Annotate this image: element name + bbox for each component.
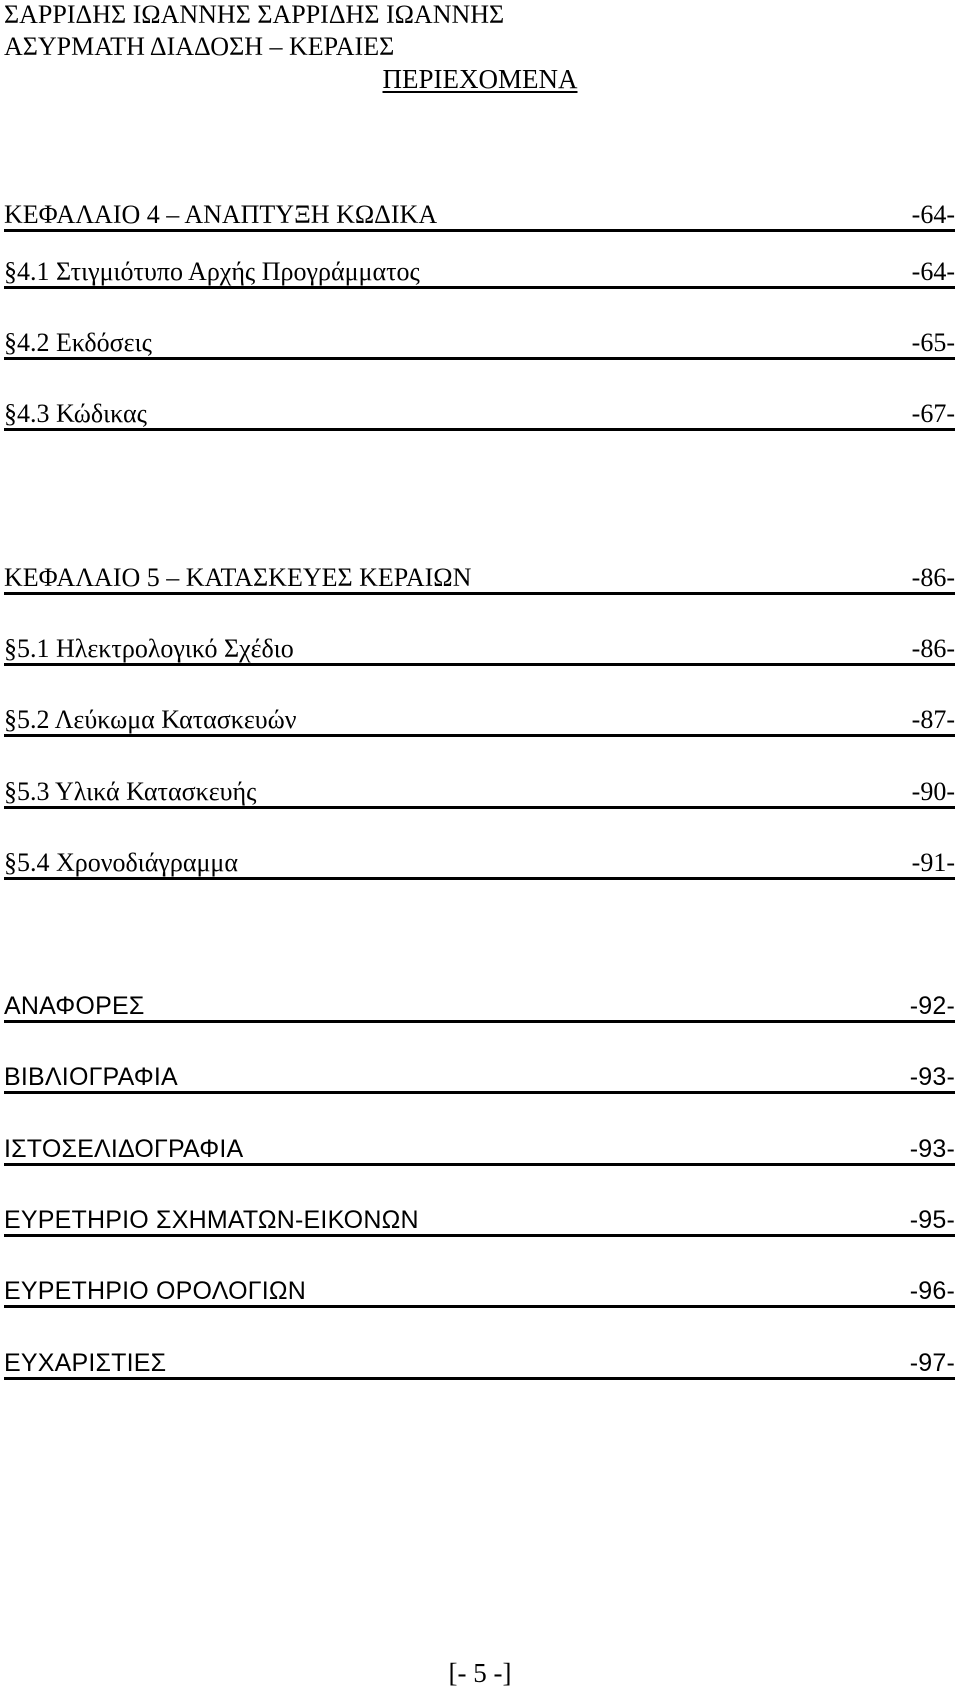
header-author-line: ΣΑΡΡΙΔΗΣ ΙΩΑΝΝΗΣ ΣΑΡΡΙΔΗΣ ΙΩΑΝΝΗΣ bbox=[4, 0, 505, 29]
toc-entry-terms-index[interactable] bbox=[4, 1272, 955, 1308]
toc-entry-page: -65- bbox=[911, 328, 955, 357]
toc-entry-label: ΑΝΑΦΟΡΕΣ bbox=[4, 992, 145, 1020]
toc-entry-label: ΚΕΦΑΛΑΙΟ 5 – ΚΑΤΑΣΚΕΥΕΣ ΚΕΡΑΙΩΝ bbox=[4, 563, 472, 592]
toc-entry-webography[interactable] bbox=[4, 1130, 955, 1166]
toc-entry-page: -86- bbox=[911, 634, 955, 663]
toc-entry-label: §4.3 Κώδικας bbox=[4, 399, 147, 428]
toc-entry-page: -93- bbox=[909, 1063, 955, 1091]
toc-entry-section-5-3[interactable] bbox=[4, 773, 955, 809]
toc-entry-section-5-4[interactable] bbox=[4, 844, 955, 880]
toc-entry-page: -95- bbox=[909, 1206, 955, 1234]
toc-entry-page: -86- bbox=[911, 563, 955, 592]
toc-entry-label: ΙΣΤΟΣΕΛΙΔΟΓΡΑΦΙΑ bbox=[4, 1135, 244, 1163]
toc-entry-page: -87- bbox=[911, 705, 955, 734]
toc-entry-page: -64- bbox=[911, 200, 955, 229]
toc-entry-label: §4.1 Στιγμιότυπο Αρχής Προγράμματος bbox=[4, 257, 420, 286]
toc-entry-page: -96- bbox=[909, 1277, 955, 1305]
toc-entry-label: §5.2 Λεύκωμα Κατασκευών bbox=[4, 705, 297, 734]
toc-entry-label: §5.4 Χρονοδιάγραμμα bbox=[4, 848, 238, 877]
toc-entry-label: ΕΥΡΕΤΗΡΙΟ ΣΧΗΜΑΤΩΝ-ΕΙΚΟΝΩΝ bbox=[4, 1206, 419, 1234]
toc-entry-label: §5.3 Υλικά Κατασκευής bbox=[4, 777, 257, 806]
toc-entry-references[interactable] bbox=[4, 987, 955, 1023]
toc-entry-section-5-1[interactable] bbox=[4, 630, 955, 666]
toc-entry-page: -67- bbox=[911, 399, 955, 428]
toc-entry-label: §5.1 Ηλεκτρολογικό Σχέδιο bbox=[4, 634, 294, 663]
toc-entry-chapter-5[interactable] bbox=[4, 559, 955, 595]
toc-entry-section-4-3[interactable] bbox=[4, 395, 955, 431]
toc-entry-acknowledgements[interactable] bbox=[4, 1344, 955, 1380]
toc-entry-label: ΒΙΒΛΙΟΓΡΑΦΙΑ bbox=[4, 1063, 178, 1091]
toc-entry-section-5-2[interactable] bbox=[4, 701, 955, 737]
header-subject-line: ΑΣΥΡΜΑΤΗ ΔΙΑΔΟΣΗ – ΚΕΡΑΙΕΣ bbox=[4, 32, 395, 61]
toc-title: ΠΕΡΙΕΧΟΜΕΝΑ bbox=[382, 64, 578, 94]
toc-entry-label: ΕΥΡΕΤΗΡΙΟ ΟΡΟΛΟΓΙΩΝ bbox=[4, 1277, 307, 1305]
toc-entry-page: -97- bbox=[909, 1349, 955, 1377]
toc-entry-page: -93- bbox=[909, 1135, 955, 1163]
toc-entry-figures-index[interactable] bbox=[4, 1201, 955, 1237]
toc-entry-page: -92- bbox=[909, 992, 955, 1020]
toc-entry-page: -91- bbox=[911, 848, 955, 877]
toc-entry-chapter-4[interactable] bbox=[4, 196, 955, 232]
page-number: [- 5 -] bbox=[448, 1658, 512, 1688]
toc-entry-section-4-1[interactable] bbox=[4, 253, 955, 289]
toc-entry-label: §4.2 Εκδόσεις bbox=[4, 328, 152, 357]
toc-entry-section-4-2[interactable] bbox=[4, 324, 955, 360]
toc-entry-page: -64- bbox=[911, 257, 955, 286]
toc-entry-page: -90- bbox=[911, 777, 955, 806]
toc-entry-label: ΚΕΦΑΛΑΙΟ 4 – ΑΝΑΠΤΥΞΗ ΚΩΔΙΚΑ bbox=[4, 200, 438, 229]
toc-entry-label: ΕΥΧΑΡΙΣΤΙΕΣ bbox=[4, 1349, 167, 1377]
toc-entry-bibliography[interactable] bbox=[4, 1058, 955, 1094]
